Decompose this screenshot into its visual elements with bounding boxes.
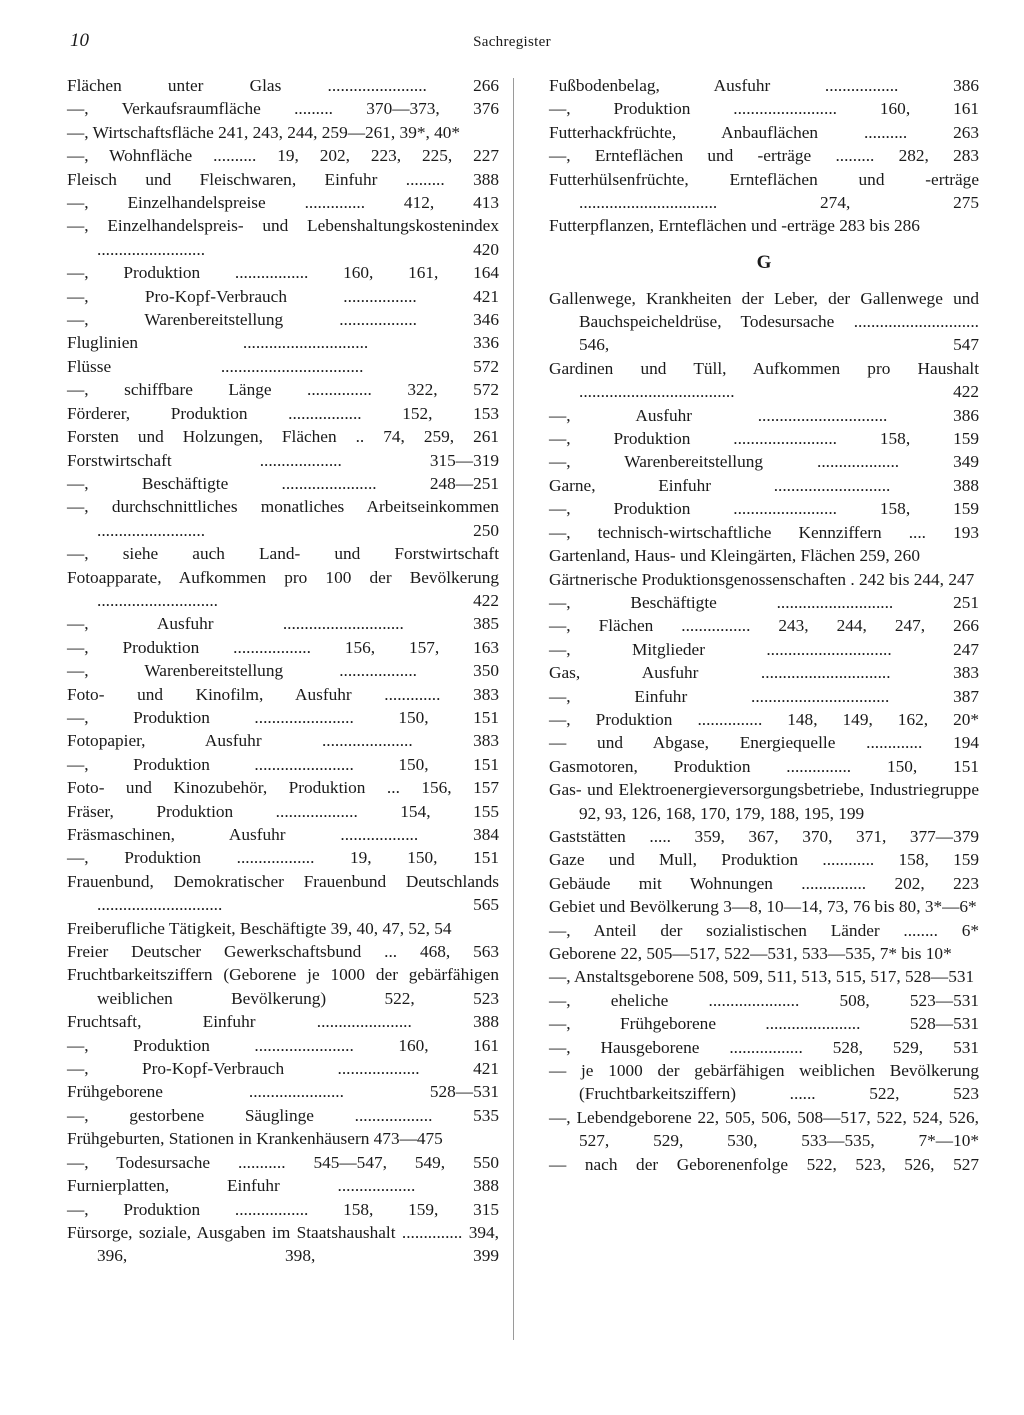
index-entry: Futterhackfrüchte, Anbauflächen .......... 263 <box>549 122 979 142</box>
index-entry: Futterhülsenfrüchte, Ernteflächen und -erträge ................................ 274, 275 <box>549 169 979 213</box>
index-entry: —, Beschäftigte ...................... 248—251 <box>67 473 499 493</box>
index-entry: — nach der Geborenenfolge 522, 523, 526, 527 <box>549 1154 979 1174</box>
index-entry: Fräsmaschinen, Ausfuhr .................. 384 <box>67 825 499 844</box>
index-entry: —, technisch-wirtschaftliche Kennziffern .... 193 <box>549 522 979 542</box>
index-entry: —, durchschnittliches monatliches Arbeitseinkommen ......................... 250 <box>67 497 499 540</box>
index-entry: —, Ausfuhr .............................. 386 <box>549 405 979 425</box>
index-entry: Futterpflanzen, Ernteflächen und -erträge 283 bis 286 <box>549 216 920 236</box>
index-entry: Geborene 22, 505—517, 522—531, 533—535, 7* bis 10* <box>549 944 952 964</box>
index-entry: Garne, Einfuhr ........................... 388 <box>549 475 979 495</box>
index-entry: —, Flächen ................ 243, 244, 247, 266 <box>549 616 979 636</box>
index-entry: Flüsse ................................. 572 <box>67 356 499 376</box>
index-entry: —, Ernteflächen und -erträge ......... 282, 283 <box>549 146 979 166</box>
index-entry: —, Produktion ....................... 150, 151 <box>67 707 499 727</box>
index-entry: — je 1000 der gebärfähigen weiblichen Bevölkerung (Fruchtbarkeitsziffern) ...... 522, 523 <box>549 1061 979 1104</box>
index-entry: —, Produktion ....................... 150, 151 <box>67 754 499 774</box>
index-entry: Gardinen und Tüll, Aufkommen pro Haushalt .................................... 422 <box>549 358 979 402</box>
index-entry: —, Produktion ................. 160, 161, 164 <box>67 263 499 283</box>
index-entry: —, Produktion .................. 156, 157, 163 <box>67 637 499 657</box>
index-entry: —, Beschäftigte ........................... 251 <box>549 592 979 612</box>
index-entry: Foto- und Kinofilm, Ausfuhr ............. 383 <box>67 684 499 704</box>
index-entry: Forstwirtschaft ................... 315—319 <box>67 450 499 470</box>
index-entry: Frauenbund, Demokratischer Frauenbund Deutschlands ............................. 565 <box>67 871 499 915</box>
index-entry: —, Produktion ........................ 158, 159 <box>549 429 979 449</box>
index-entry: —, Hausgeborene ................. 528, 529, 531 <box>549 1037 979 1057</box>
index-entry: —, Mitglieder ............................. 247 <box>549 639 979 659</box>
index-entry: Foto- und Kinozubehör, Produktion ... 156, 157 <box>67 778 499 798</box>
index-entry: Fürsorge, soziale, Ausgaben im Staatshaushalt .............. 394, 396, 398, 399 <box>67 1222 499 1266</box>
index-entry: —, Wirtschaftsfläche 241, 243, 244, 259—261, 39*, 40* <box>67 122 461 142</box>
index-entry: —, Einzelhandelspreis- und Lebenshaltungskostenindex ......................... 420 <box>67 216 499 259</box>
left-column <box>67 74 499 1268</box>
index-entry: —, Ausfuhr ............................ 385 <box>67 614 499 634</box>
index-entry: —, Produktion ........................ 160, 161 <box>549 99 979 119</box>
page-number: 10 <box>70 30 89 51</box>
index-entry: Freier Deutscher Gewerkschaftsbund ... 468, 563 <box>67 942 499 962</box>
index-entry: Gärtnerische Produktionsgenossenschaften . 242 bis 244, 247 <box>549 569 975 589</box>
index-entry: Fußbodenbelag, Ausfuhr ................. 386 <box>549 76 979 95</box>
index-entry: —, Einfuhr ................................ 387 <box>549 686 979 706</box>
index-entry: —, Produktion ........................ 158, 159 <box>549 499 979 519</box>
index-entry: Gas- und Elektroenergieversorgungsbetriebe, Industriegruppe 92, 93, 126, 168, 170, 179, 188, 195, 199 <box>549 780 979 823</box>
index-entry: —, Warenbereitstellung .................. 346 <box>67 310 499 330</box>
index-entry: Freiberufliche Tätigkeit, Beschäftigte 39, 40, 47, 52, 54 <box>67 918 452 938</box>
index-entry: —, Produktion ....................... 160, 161 <box>67 1035 499 1055</box>
index-entry: Gaststätten ..... 359, 367, 370, 371, 377—379 <box>549 826 979 846</box>
index-entry: —, Warenbereitstellung .................. 350 <box>67 661 499 681</box>
index-entry: —, eheliche ..................... 508, 523—531 <box>549 990 979 1010</box>
column-divider <box>513 78 514 1340</box>
index-entry: —, gestorbene Säuglinge .................. 535 <box>67 1105 499 1125</box>
index-entry: —, Produktion .................. 19, 150, 151 <box>67 848 499 868</box>
index-entry: Gebäude mit Wohnungen ............... 202, 223 <box>549 873 979 893</box>
index-entry: —, Todesursache ........... 545—547, 549, 550 <box>67 1152 499 1172</box>
index-entry: —, Einzelhandelspreise .............. 412, 413 <box>67 193 499 213</box>
index-entry: —, Frühgeborene ...................... 528—531 <box>549 1014 979 1034</box>
index-entry: —, Anteil der sozialistischen Länder ........ 6* <box>549 920 979 940</box>
index-entry: Fräser, Produktion ................... 154, 155 <box>67 801 499 821</box>
index-entry: Furnierplatten, Einfuhr .................. 388 <box>67 1176 499 1196</box>
index-entry: Fotoapparate, Aufkommen pro 100 der Bevölkerung ............................ 422 <box>67 567 499 610</box>
index-entry: —, Anstaltsgeborene 508, 509, 511, 513, 515, 517, 528—531 <box>549 967 975 987</box>
index-entry: —, Pro-Kopf-Verbrauch ................. 421 <box>67 286 499 306</box>
index-entry: —, Wohnfläche .......... 19, 202, 223, 225, 227 <box>67 146 499 166</box>
index-entry: Fruchtsaft, Einfuhr ...................... 388 <box>67 1012 499 1032</box>
index-entry: Fotopapier, Ausfuhr ..................... 383 <box>67 731 499 751</box>
index-entry: Frühgeburten, Stationen in Krankenhäusern 473—475 <box>67 1129 443 1149</box>
index-entry: Flächen unter Glas ....................... 266 <box>67 76 499 95</box>
index-entry: Fluglinien ............................. 336 <box>67 333 499 353</box>
index-entry: Gartenland, Haus- und Kleingärten, Flächen 259, 260 <box>549 546 920 566</box>
index-entry: Forsten und Holzungen, Flächen .. 74, 259, 261 <box>67 427 499 447</box>
index-entry: Fruchtbarkeitsziffern (Geborene je 1000 der gebärfähigen weiblichen Bevölkerung) 522, 523 <box>67 965 499 1008</box>
section-letter-heading: G <box>756 251 772 273</box>
index-entry: —, Lebendgeborene 22, 505, 506, 508—517, 522, 524, 526, 527, 529, 530, 533—535, 7*—10* <box>549 1107 979 1151</box>
index-entry: —, Produktion ............... 148, 149, 162, 20* <box>549 709 979 729</box>
index-entry: Fleisch und Fleischwaren, Einfuhr ......... 388 <box>67 169 499 189</box>
index-entry: Gas, Ausfuhr .............................. 383 <box>549 663 979 683</box>
index-entry: —, siehe auch Land- und Forstwirtschaft <box>67 544 499 564</box>
index-entry: Gebiet und Bevölkerung 3—8, 10—14, 73, 76 bis 80, 3*—6* <box>549 897 977 917</box>
index-entry: Frühgeborene ...................... 528—531 <box>67 1082 499 1102</box>
index-entry: —, Produktion ................. 158, 159, 315 <box>67 1199 499 1219</box>
index-entry: — und Abgase, Energiequelle ............. 194 <box>549 733 979 753</box>
index-entry: —, Verkaufsraumfläche ......... 370—373, 376 <box>67 99 499 119</box>
index-entry: —, Warenbereitstellung ................... 349 <box>549 452 979 472</box>
running-head: Sachregister <box>473 34 551 50</box>
index-entry: Gallenwege, Krankheiten der Leber, der Gallenwege und Bauchspeicheldrüse, Todesursache ............................. 546, 547 <box>549 288 979 355</box>
index-entry: Gasmotoren, Produktion ............... 150, 151 <box>549 756 979 776</box>
index-entry: —, schiffbare Länge ............... 322, 572 <box>67 380 499 400</box>
index-entry: Förderer, Produktion ................. 152, 153 <box>67 403 499 423</box>
index-entry: —, Pro-Kopf-Verbrauch ................... 421 <box>67 1059 499 1079</box>
index-entry: Gaze und Mull, Produktion ............ 158, 159 <box>549 850 979 870</box>
right-column <box>549 74 979 1176</box>
